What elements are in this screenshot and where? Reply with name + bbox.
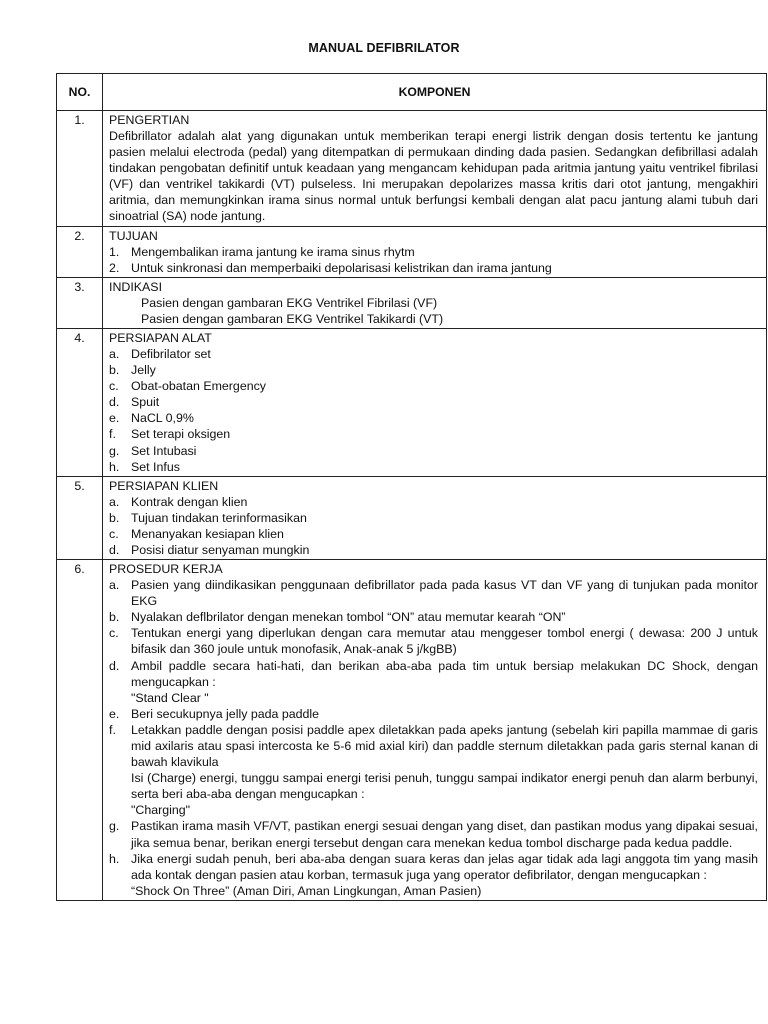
list-text: Kontrak dengan klien [131,494,248,509]
row-number: 6. [57,560,103,901]
list-text: Obat-obatan Emergency [131,379,266,394]
list-item [109,378,758,394]
list-item [109,542,758,558]
quote-line: "Stand Clear " [131,690,209,705]
tujuan-list [109,244,758,276]
list-item [109,818,758,850]
row-number: 1. [57,111,103,227]
step-extra-text: Isi (Charge) energi, tunggu sampai energi terisi penuh, tunggu sampai indikator energi penuh dan alarm berbunyi, serta beri aba-aba dengan mengucapkan : [131,771,758,802]
list-item [109,443,758,459]
section-pengertian [103,111,767,227]
klien-list [109,494,758,558]
table-row [57,476,767,559]
quote-line: "Charging" [131,803,191,818]
list-text: Jika energi sudah penuh, beri aba-aba dengan suara keras dan jelas agar tidak ada lagi anggota tim yang masih ada kontak dengan pasien atau korban, termasuk juga yang operator defibrilator, dengan mengucapkan : [131,851,758,882]
section-heading: PERSIAPAN KLIEN [109,478,219,493]
list-item [109,494,758,510]
list-marker: g. [109,819,120,834]
list-text: Nyalakan deflbrilator dengan menekan tombol “ON” atau memutar kearah “ON” [131,610,566,625]
table-header-row [57,74,767,111]
row-number: 2. [57,226,103,277]
list-marker: h. [109,851,120,866]
list-item [109,609,758,625]
list-item [109,658,758,706]
list-text: Jelly [131,363,156,378]
list-marker: h. [109,459,120,474]
section-heading: PERSIAPAN ALAT [109,330,212,345]
list-text: Mengembalikan irama jantung ke irama sinus rhytm [131,244,415,259]
section-heading: PROSEDUR KERJA [109,562,223,577]
list-item [109,362,758,378]
row-number: 5. [57,476,103,559]
section-heading: TUJUAN [109,228,158,243]
section-prosedur-kerja [103,560,767,901]
document-title: MANUAL DEFIBRILATOR [308,41,460,55]
list-text: Defibrilator set [131,346,211,361]
row-number: 3. [57,277,103,328]
list-marker: c. [109,526,119,541]
list-marker: b. [109,610,120,625]
section-heading: PENGERTIAN [109,113,190,127]
table-row [57,560,767,901]
alat-list [109,346,758,475]
indikasi-line: Pasien dengan gambaran EKG Ventrikel Takikardi (VT) [141,311,444,326]
list-text: Set terapi oksigen [131,427,231,442]
list-text: NaCL 0,9% [131,411,194,426]
list-text: Pastikan irama masih VF/VT, pastikan energi sesuai dengan yang diset, dan pastikan modus yang dipakai sesuai, jika semua benar, berikan energi tersebut dengan cara menekan kedua tombol discharge pada kedua paddle. [131,819,758,850]
section-paragraph: Defibrillator adalah alat yang digunakan untuk memberikan terapi energi listrik dengan dosis tertentu ke jantung pasien melalui electroda (pedal) yang ditempatkan di permukaan dinding dada pasien. Sedangkan defibrillasi adalah tindakan pengobatan definitif untuk keadaan yang mengancam kehidupan pada aritmia jantung yaitu ventrikel fibrilasi (VF) dan ventrikel takikardi (VT) pulseless. Ini merupakan depolarizes massa kritis dari otot jantung, mengakhiri aritmia, dan memungkinkan irama sinus normal untuk berfungsi kembali dengan alat pacu jantung alami tubuh dari sinoatrial (SA) node jantung. [109,129,758,224]
table-row [57,226,767,277]
section-indikasi [103,277,767,328]
list-text: Menanyakan kesiapan klien [131,526,284,541]
list-marker: e. [109,411,120,426]
list-item [109,526,758,542]
list-item [109,394,758,410]
procedure-table [56,73,767,901]
table-row [57,277,767,328]
prosedur-list [109,577,758,899]
list-marker: a. [109,578,120,593]
section-persiapan-alat [103,328,767,476]
section-heading: INDIKASI [109,279,163,294]
list-text: Set Infus [131,459,180,474]
list-text: Tentukan energi yang diperlukan dengan cara memutar atau menggeser tombol energi ( dewasa: 200 J untuk bifasik dan 360 joule untuk monofasik, Anak-anak 5 j/kgBB) [131,626,758,657]
table-row [57,111,767,227]
list-item [109,459,758,475]
list-text: Posisi diatur senyaman mungkin [131,542,310,557]
section-tujuan [103,226,767,277]
list-marker: f. [109,722,116,737]
list-marker: 2. [109,260,120,275]
list-marker: b. [109,510,120,525]
list-marker: d. [109,395,120,410]
list-item [109,851,758,899]
indikasi-line: Pasien dengan gambaran EKG Ventrikel Fibrilasi (VF) [141,295,438,310]
list-item [109,260,758,276]
list-item [109,346,758,362]
list-text: Set Intubasi [131,443,197,458]
list-item [109,244,758,260]
list-marker: a. [109,346,120,361]
list-item [109,426,758,442]
list-item [109,510,758,526]
list-marker: c. [109,626,119,641]
list-item [109,722,758,819]
list-text: Ambil paddle secara hati-hati, dan berikan aba-aba pada tim untuk bersiap melakukan DC Shock, dengan mengucapkan : [131,658,758,689]
list-text: Letakkan paddle dengan posisi paddle apex diletakkan pada apeks jantung (sebelah kiri papilla mammae di garis mid axilaris atau spasi intercosta ke 5-6 mid axial kiri) dan paddle sternum diletakkan pada garis sternal kanan di bawah klavikula [131,722,758,770]
row-number: 4. [57,328,103,476]
list-item [109,410,758,426]
list-item [109,625,758,657]
list-item [109,706,758,722]
list-marker: e. [109,706,120,721]
list-marker: a. [109,494,120,509]
list-text: Tujuan tindakan terinformasikan [131,510,307,525]
header-no: NO. [57,74,103,111]
section-persiapan-klien [103,476,767,559]
list-item [109,577,758,609]
quote-line: “Shock On Three” (Aman Diri, Aman Lingkungan, Aman Pasien) [131,883,482,898]
list-text: Untuk sinkronasi dan memperbaiki depolarisasi kelistrikan dan irama jantung [131,260,552,275]
list-marker: f. [109,427,116,442]
table-row [57,328,767,476]
list-text: Spuit [131,395,160,410]
list-marker: d. [109,542,120,557]
list-marker: d. [109,658,120,673]
list-text: Beri secukupnya jelly pada paddle [131,706,320,721]
list-marker: c. [109,379,119,394]
header-komponen: KOMPONEN [103,74,767,111]
list-marker: b. [109,363,120,378]
list-text: Pasien yang diindikasikan penggunaan defibrillator pada pada kasus VT dan VF yang di tunjukan pada monitor EKG [131,578,758,609]
list-marker: g. [109,443,120,458]
list-marker: 1. [109,244,120,259]
